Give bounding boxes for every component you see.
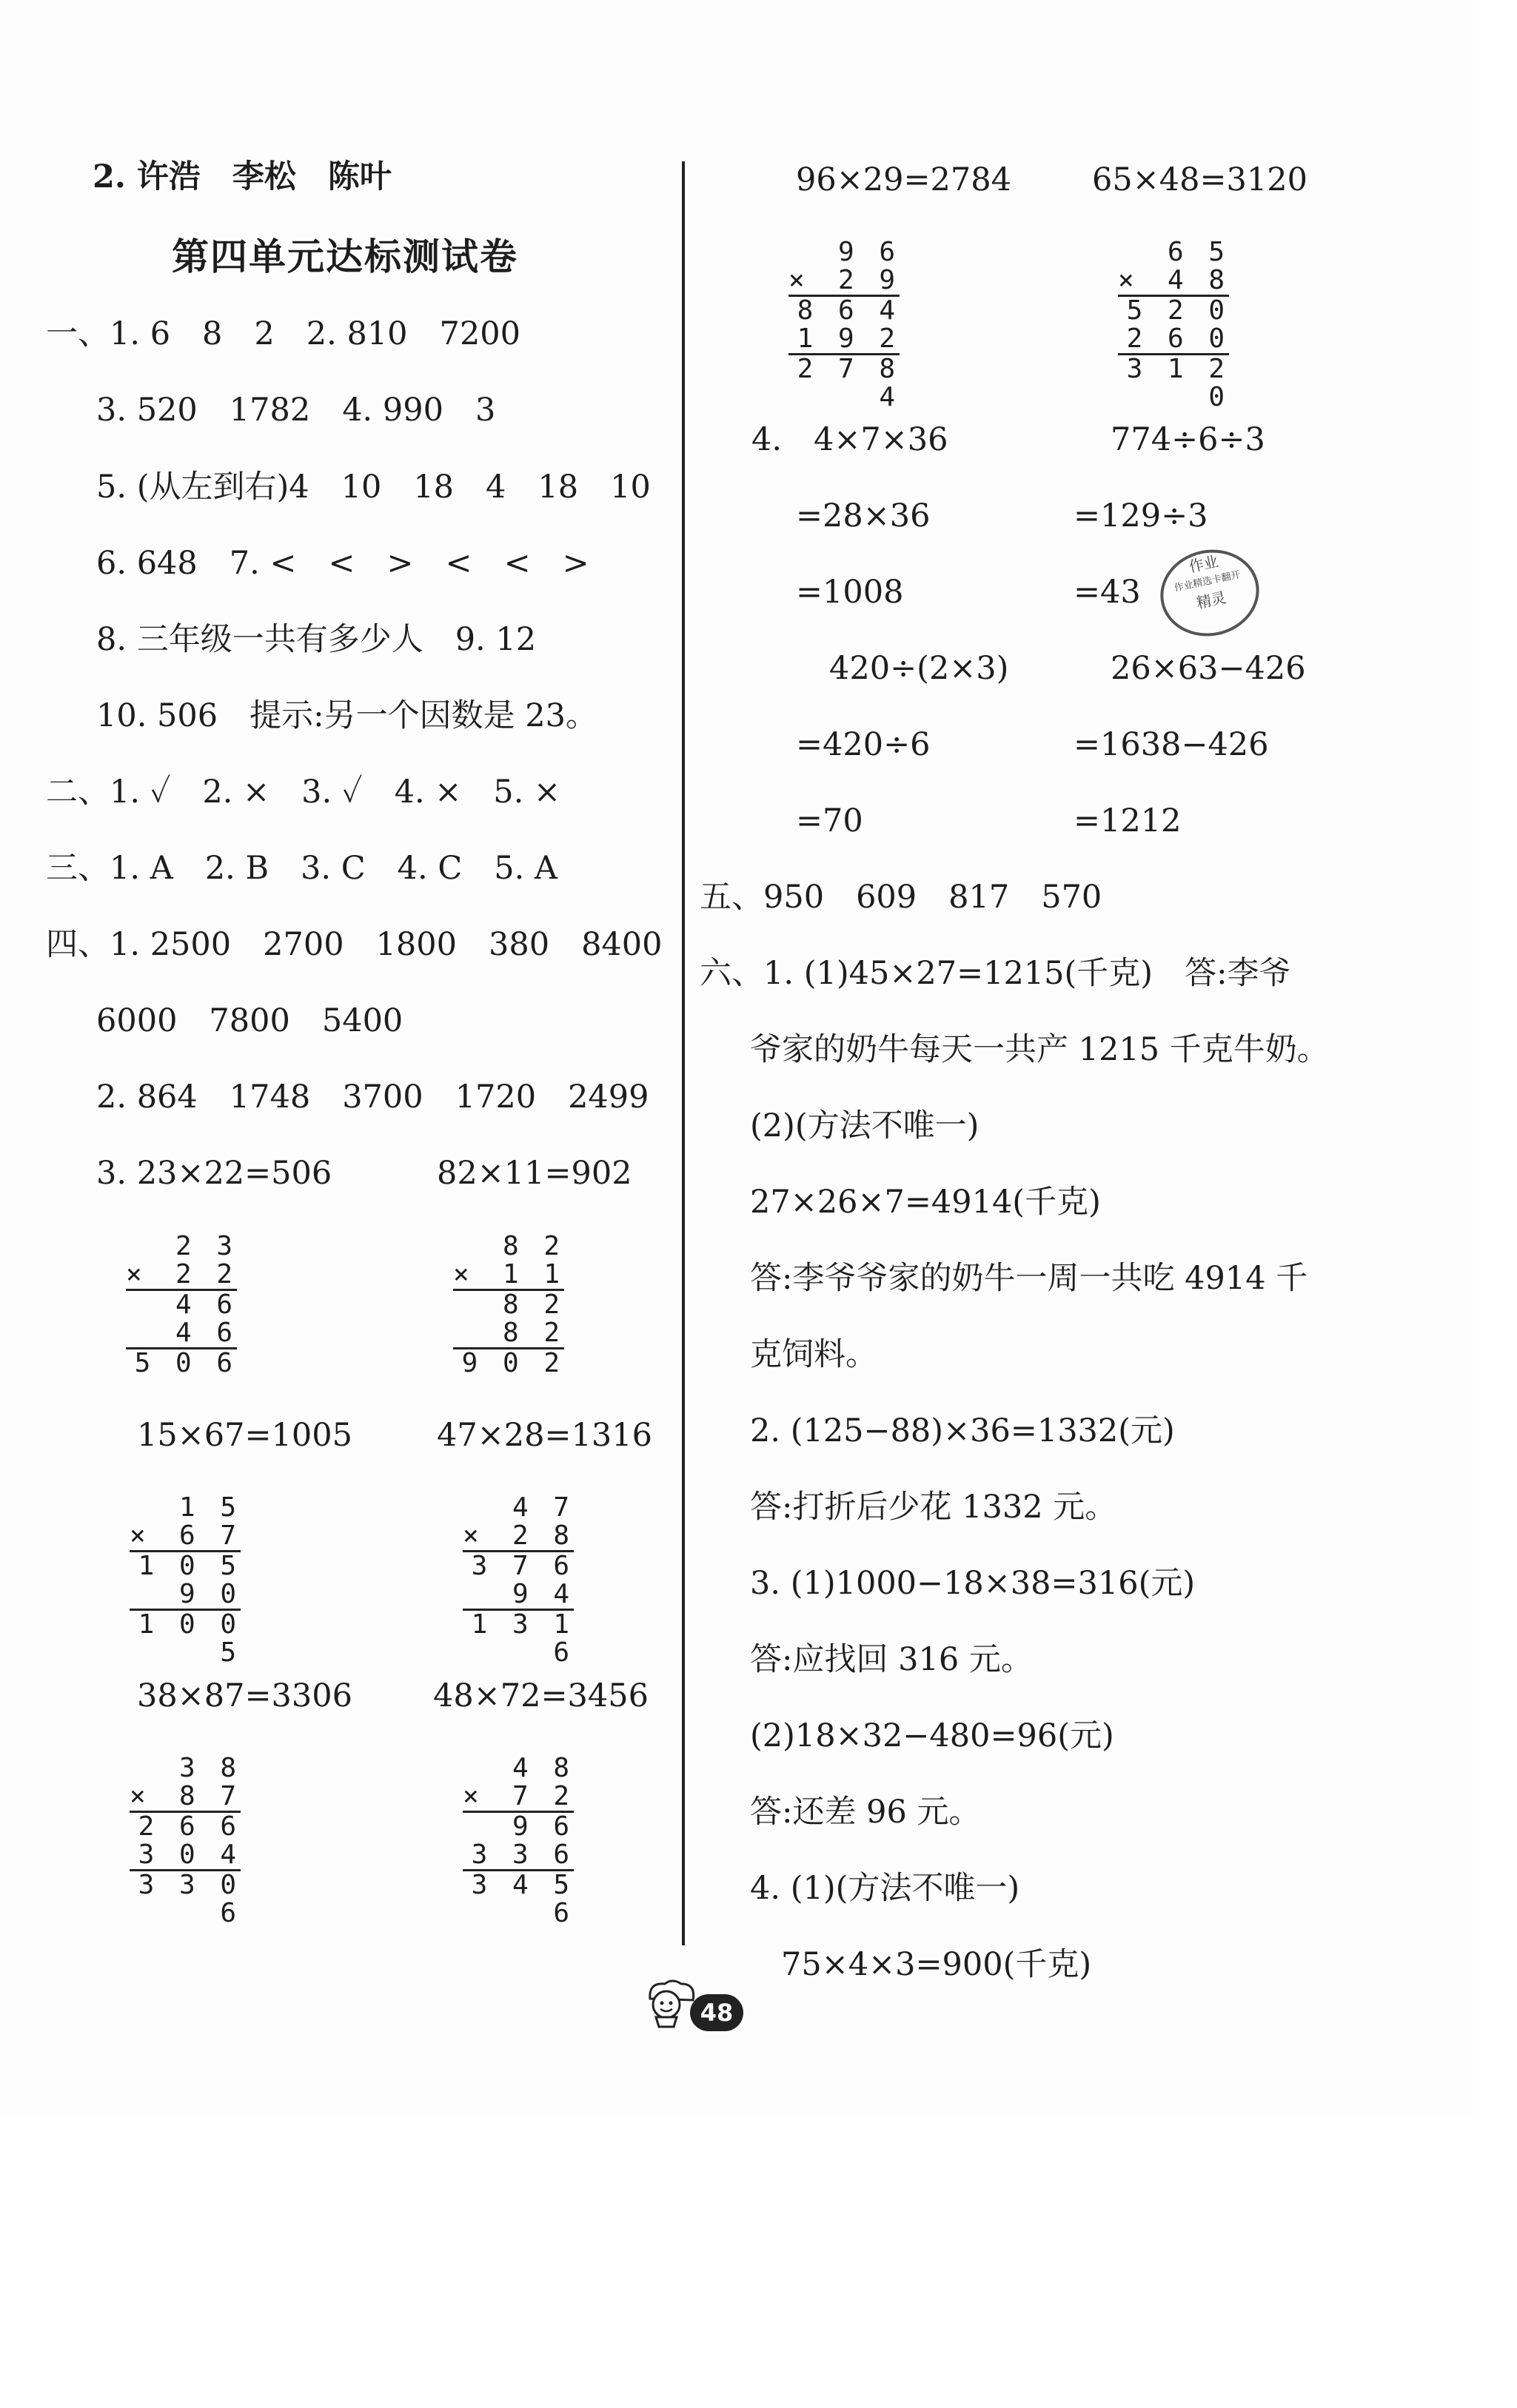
- answer-line: 2. 许浩 李松 陈叶: [93, 158, 392, 195]
- equation: =129÷3: [1074, 497, 1208, 534]
- equation: 4. 4×7×36: [751, 421, 948, 458]
- vertical-multiplication: 1 5 × 6 7 1 0 5 9 0 1 0 0 5: [130, 1492, 241, 1668]
- equation: 65×48=3120: [1092, 161, 1307, 198]
- equation: 82×11=902: [437, 1155, 632, 1192]
- answer-line: 四、1. 2500 2700 1800 380 8400: [46, 926, 663, 963]
- answer-line: 27×26×7=4914(千克): [750, 1184, 1101, 1221]
- equation: 48×72=3456: [433, 1677, 649, 1714]
- answer-line: 2. (125−88)×36=1332(元): [750, 1412, 1175, 1449]
- equation: =70: [796, 802, 863, 839]
- answer-line: 一、1. 6 8 2 2. 810 7200: [46, 315, 520, 352]
- equation: =1008: [796, 574, 904, 611]
- answer-line: 克饲料。: [750, 1336, 877, 1373]
- answer-line: 8. 三年级一共有多少人 9. 12: [96, 621, 537, 658]
- equation: 774÷6÷3: [1111, 421, 1265, 458]
- answer-line: 6000 7800 5400: [96, 1002, 403, 1039]
- answer-line: 10. 506 提示:另一个因数是 23。: [96, 697, 597, 734]
- answer-line: 答:还差 96 元。: [750, 1794, 981, 1831]
- answer-line: 六、1. (1)45×27=1215(千克) 答:李爷: [700, 955, 1291, 992]
- equation: 3. 23×22=506: [96, 1155, 332, 1192]
- equation: 96×29=2784: [796, 161, 1011, 198]
- equation: =1212: [1074, 802, 1182, 839]
- column-divider: [682, 161, 685, 1945]
- vertical-multiplication: 6 5 × 4 8 5 2 0 2 6 0 3 1 2 0: [1118, 237, 1229, 412]
- answer-line: 6. 648 7. < < > < < >: [96, 545, 589, 582]
- vertical-multiplication: 9 6 × 2 9 8 6 4 1 9 2 2 7 8 4: [788, 237, 900, 412]
- answer-line: 答:打折后少花 1332 元。: [750, 1489, 1117, 1526]
- equation: =28×36: [796, 497, 931, 534]
- answer-line: 5. (从左到右)4 10 18 4 18 10: [96, 469, 651, 506]
- answer-line: 3. 520 1782 4. 990 3: [96, 392, 496, 429]
- equation: 38×87=3306: [137, 1677, 352, 1714]
- vertical-multiplication: 8 2 × 1 1 8 2 8 2 9 0 2: [453, 1231, 564, 1378]
- equation: =1638−426: [1074, 726, 1269, 763]
- equation: 47×28=1316: [437, 1417, 652, 1454]
- answer-line: 4. (1)(方法不唯一): [750, 1870, 1020, 1907]
- answer-line: (2)(方法不唯一): [750, 1107, 979, 1144]
- section-title: 第四单元达标测试卷: [172, 235, 518, 278]
- equation: 26×63−426: [1111, 650, 1306, 687]
- answer-line: 2. 864 1748 3700 1720 2499: [96, 1079, 649, 1116]
- answer-line: 五、950 609 817 570: [700, 879, 1102, 916]
- answer-line: 三、1. A 2. B 3. C 4. C 5. A: [46, 850, 557, 887]
- vertical-multiplication: 2 3 × 2 2 4 6 4 6 5 0 6: [126, 1231, 237, 1378]
- equation: =420÷6: [796, 726, 931, 763]
- equation: 15×67=1005: [137, 1417, 352, 1454]
- vertical-multiplication: 3 8 × 8 7 2 6 6 3 0 4 3 3 0 6: [130, 1753, 241, 1928]
- vertical-multiplication: 4 7 × 2 8 3 7 6 9 4 1 3 1 6: [463, 1492, 574, 1668]
- answer-line: 75×4×3=900(千克): [781, 1946, 1092, 1983]
- answer-line: 二、1. ✓ 2. × 3. ✓ 4. × 5. ×: [46, 774, 561, 811]
- answer-line: 答:应找回 316 元。: [750, 1641, 1033, 1678]
- answer-line: 3. (1)1000−18×38=316(元): [750, 1565, 1196, 1602]
- answer-line: (2)18×32−480=96(元): [750, 1717, 1114, 1754]
- homework-stamp: 作业 作业精选卡翻开 精灵: [1152, 540, 1267, 645]
- page-number: 48: [690, 1994, 743, 2031]
- equation: 420÷(2×3): [829, 650, 1009, 687]
- equation: =43: [1074, 574, 1141, 611]
- answer-line: 爷家的奶牛每天一共产 1215 千克牛奶。: [750, 1031, 1329, 1068]
- answer-line: 答:李爷爷家的奶牛一周一共吃 4914 千: [750, 1260, 1308, 1297]
- vertical-multiplication: 4 8 × 7 2 9 6 3 3 6 3 4 5 6: [463, 1753, 574, 1928]
